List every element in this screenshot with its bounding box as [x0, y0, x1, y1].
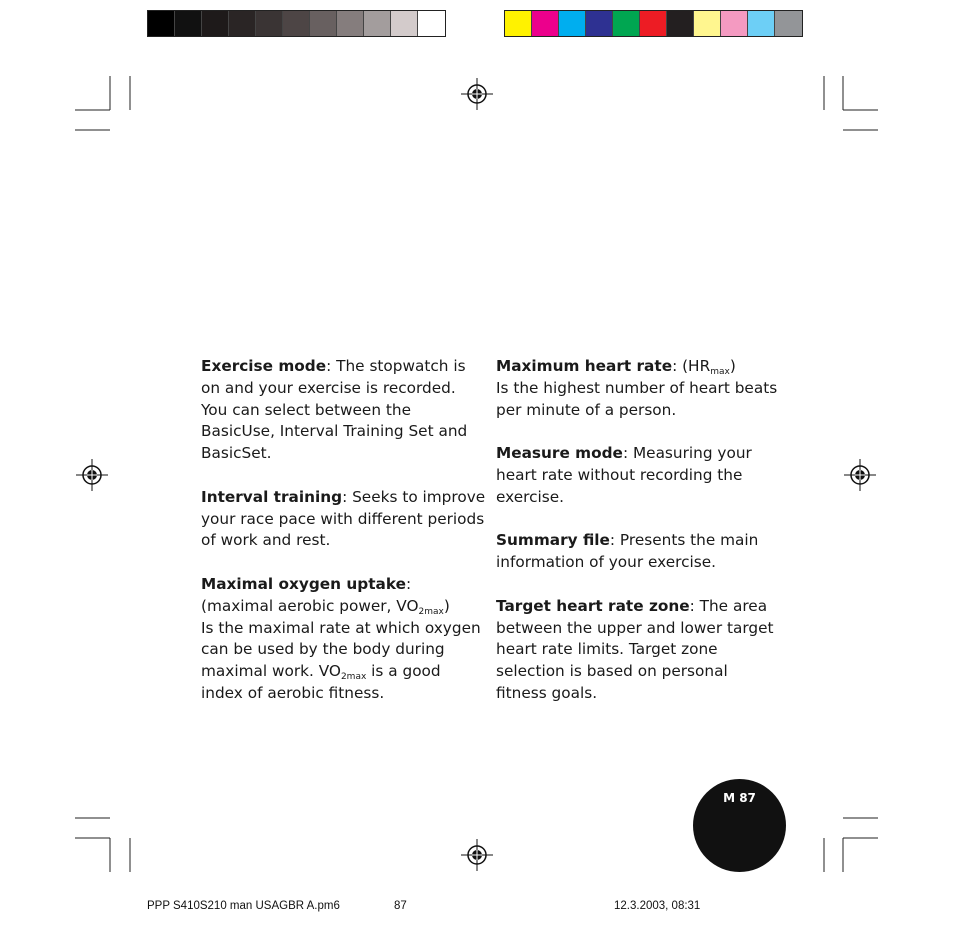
glossary-exercise-mode: Exercise mode: The stopwatch is on and your exercise is recorded. You can select between the BasicUse, Interval Training Set and BasicSet.	[201, 357, 468, 463]
footer-datetime: 12.3.2003, 08:31	[614, 900, 701, 912]
glossary-measure-mode: Measure mode: Measuring your heart rate without recording the exercise.	[496, 444, 752, 506]
term: Interval training	[201, 487, 343, 506]
registration-mark-left	[76, 459, 108, 491]
term: Exercise mode	[201, 357, 327, 375]
left-column	[201, 356, 486, 727]
term: Maximal oxygen uptake	[201, 574, 406, 593]
footer-page: 87	[394, 900, 407, 912]
glossary-maximal-oxygen-uptake: Maximal oxygen uptake: (maximal aerobic power, $VO_{2max}$) Is the maximal rate at which oxygen can be used by the body during maximal work. $VO_{2max}$ is a good index of aerobic fitness.	[201, 574, 481, 702]
term: Maximum heart rate	[496, 357, 673, 375]
glossary-interval-training: Interval training: Seeks to improve your race pace with different periods of work and rest.	[201, 487, 486, 550]
registration-mark-right	[844, 459, 876, 491]
page-number-label: M 87	[723, 791, 756, 805]
glossary-summary-file: Summary file: Presents the main information of your exercise.	[496, 531, 759, 572]
registration-mark-top	[461, 78, 493, 110]
term: Measure mode	[496, 444, 623, 463]
footer-filename: PPP S410S210 man USAGBR A.pm6	[147, 900, 340, 912]
right-column	[496, 356, 781, 727]
term: Summary file	[496, 531, 610, 550]
glossary-maximum-heart-rate: Maximum heart rate: $(HR_{max})$ Is the highest number of heart beats per minute of a person.	[496, 357, 778, 419]
registration-mark-bottom	[461, 839, 493, 871]
glossary-target-heart-rate-zone: Target heart rate zone: The area between the upper and lower target heart rate limits. Target zone selection is based on personal fitness goals.	[496, 596, 774, 702]
term: Target heart rate zone	[496, 596, 690, 615]
page-number-badge	[693, 779, 786, 872]
